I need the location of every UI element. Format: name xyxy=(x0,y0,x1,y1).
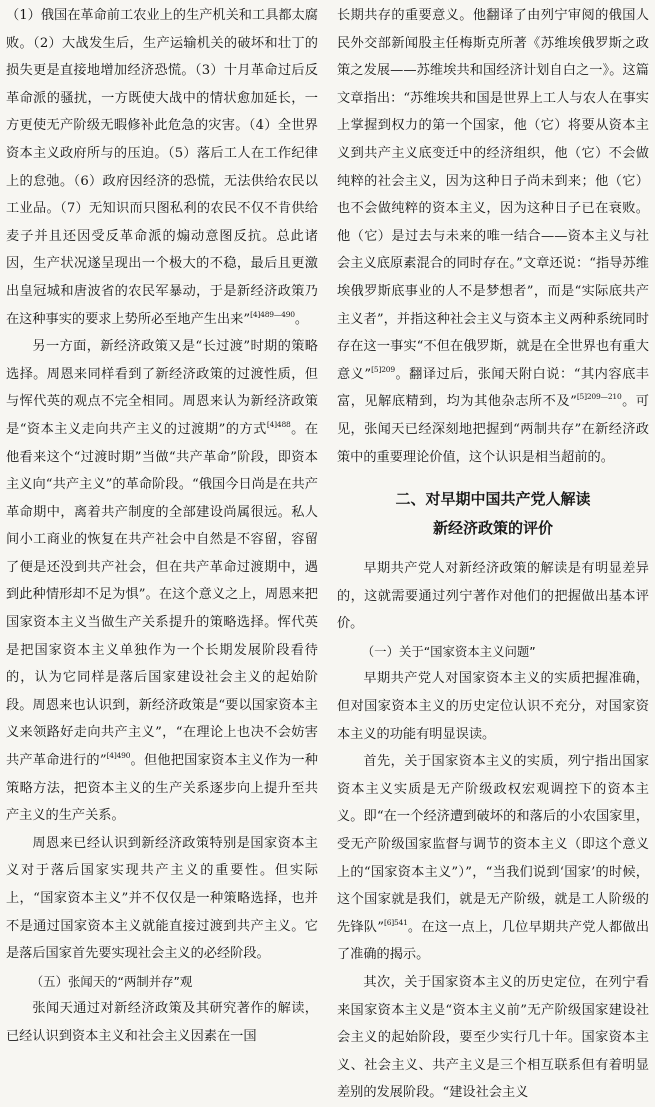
paragraph: 另一方面，新经济政策又是“长过渡”时期的策略选择。周恩来同样看到了新经济政策的过渡性质，但与恽代英的观点不完全相同。周恩来认为新经济政策是“资本主义走向共产主义的过渡期”的方式$^{[4]488}$。在他看来这个“过渡时期”当做“共产革命”阶段，即资本主义向“共产主义”的革命阶段。“俄国今日尚是在共产革命期中，离着共产制度的全部建设尚属很远。私人间小工商业的恢复在共产社会中自然是不容留，容留了便是还没到共产社会，但在共产革命过渡期中，遇到此种情形却不足为惧”。在这个意义之上，周恩来把国家资本主义当做生产关系提升的策略选择。恽代英是把国家资本主义单独作为一个长期发展阶段看待的，认为它同样是落后国家建设社会主义的起始阶段。周恩来也认识到，新经济政策是“要以国家资本主义来领路好走向共产主义”，“在理论上也决不会妨害共产革命进行的”$^{[4]490}$。但他把国家资本主义作为一种策略方法，把资本主义的生产关系逐步向上提升至共产主义的生产关系。 xyxy=(6,339,319,824)
section-heading: 二、对早期中国共产党人解读 新经济政策的评价 xyxy=(395,490,591,538)
subsection-heading: （五）张闻天的“两制并存”观 xyxy=(30,973,193,989)
citation: [5]209—210 xyxy=(576,392,622,402)
citation: [4]489—490 xyxy=(250,309,295,319)
paragraph: 首先，关于国家资本主义的实质，列宁指出国家资本主义实质是无产阶级政权宏观调控下的资本主义。即“在一个经济遭到破坏的和落后的小农国家里，受无产阶级国家监督与调节的资本主义（即这个意义上的“国家资本主义”）”，“当我们说到‘国家’的时候，这个国家就是我们，就是无产阶级，就是工人阶级的先锋队”$^{[6]541}$。在这一点上，几位早期共产党人都做出了准确的揭示。 xyxy=(337,754,650,963)
citation: [5]209 xyxy=(371,364,395,374)
left-column xyxy=(6,2,318,1051)
citation: [4]488 xyxy=(266,419,291,429)
paragraph: （1）俄国在革命前工农业上的生产机关和工具都太腐败。（2）大战发生后，生产运输机关的破坏和壮丁的损失更是直接地增加经济恐慌。（3）十月革命过后反革命派的骚扰，一方既使大战中的情状愈加延长，一方更使无产阶级无暇修补此危急的灾害。（4）全世界资本主义政府所与的压迫。（5）落后工人在工作纪律上的怠弛。（6）政府因经济的恐慌，无法供给农民以工业品。（7）无知识而只图私利的农民不仅不肯供给麦子并且还因受反革命派的煽动意图反抗。总此诸因，生产状况遂呈现出一个极大的不稳，最后且更激出皇冠城和唐波省的农民军暴动，于是新经济政策乃在这种事实的要求上势所必至地产生出来”$^{[4]489—490}$。 xyxy=(6,8,318,327)
paragraph: 其次，关于国家资本主义的历史定位，在列宁看来国家资本主义是“资本主义前”无产阶级国家建设社会主义的起始阶段，要至少实行几十年。国家资本主义、社会主义、共产主义是三个相互联系但有着明显差别的发展阶段。“建设社会主义 xyxy=(337,975,649,1101)
citation: [6]541 xyxy=(383,917,408,927)
subsection-heading: （一）关于“国家资本主义问题” xyxy=(361,643,536,659)
paragraph: 长期共存的重要意义。他翻译了由列宁审阅的俄国人民外交部新闻股主任梅斯克所著《苏维埃俄罗斯之政策之发展——苏维埃共和国经济计划自白之一》。这篇文章指出：“苏维埃共和国是世界上工人与农人在事实上掌握到权力的第一个国家，他（它）将要从资本主义到共产主义底变迁中的经济组织，他（它）不会做纯粹的社会主义，因为这种日子尚未到来；他（它）也不会做纯粹的资本主义，因为这种日子已在衰败。他（它）是过去与未来的唯一结合——资本主义与社会主义底原素混合的同时存在。”文章还说：“指导苏维埃俄罗斯底事业的人不是梦想者”，而是“实际底共产主义者”，并指这种社会主义与资本主义两种系统同时存在这一事实“不但在俄罗斯，就是在全世界也有重大意义”$^{[5]209}$。翻译过后，张闻天附白说：“其内容底丰富，见解底精到，均为其他杂志所不及”$^{[5]209—210}$。可见，张闻天已经深刻地把握到“两制共存”在新经济政策中的重要理论价值，这个认识是相当超前的。 xyxy=(337,8,649,465)
paragraph: 张闻天通过对新经济政策及其研究著作的解读，已经认识到资本主义和社会主义因素在一国 xyxy=(6,1001,318,1044)
paragraph: 早期共产党人对新经济政策的解读是有明显差异的，这就需要通过列宁著作对他们的把握做出基本评价。 xyxy=(337,561,649,632)
paragraph: 早期共产党人对国家资本主义的实质把握准确，但对国家资本主义的历史定位认识不充分，对国家资本主义的功能有明显误读。 xyxy=(337,671,649,742)
citation: [4]490 xyxy=(106,751,131,761)
right-column xyxy=(337,2,649,1107)
paragraph: 周恩来已经认识到新经济政策特别是国家资本主义对于落后国家实现共产主义的重要性。但实际上，“国家资本主义”并不仅仅是一种策略选择，也并不是通过国家资本主义就能直接过渡到共产主义。它是落后国家首先要实现社会主义的必经阶段。 xyxy=(6,835,318,962)
